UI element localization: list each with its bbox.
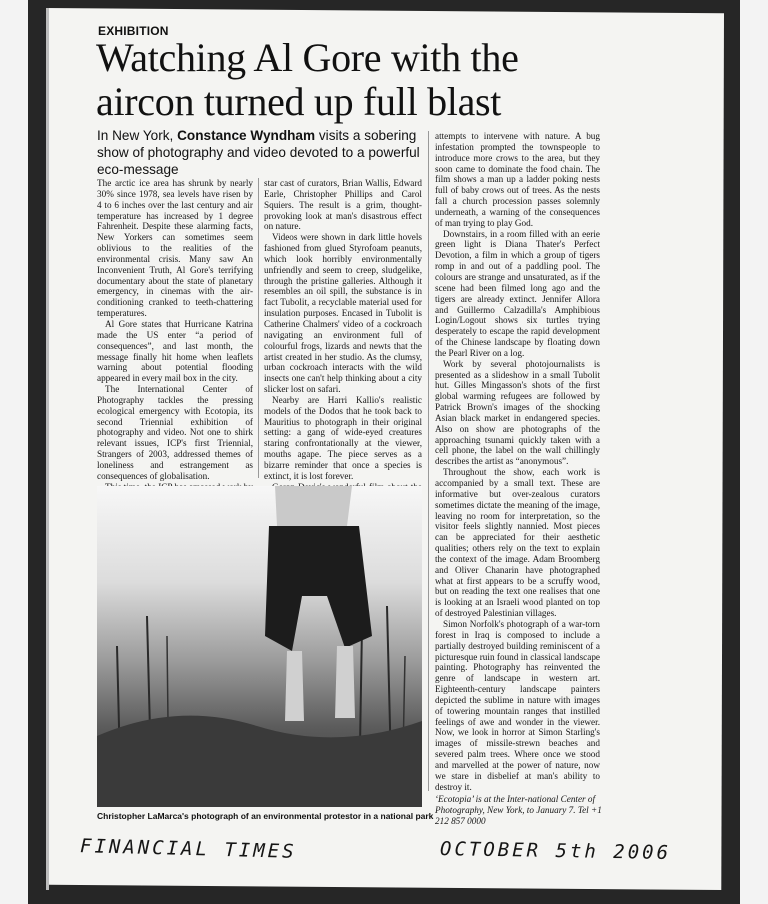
handwritten-date: OCTOBER 5th 2006 bbox=[439, 837, 672, 865]
column-rule bbox=[258, 178, 259, 478]
standfirst-rest: visits a sobering show of photography and video devoted to a powerful eco-message bbox=[97, 128, 420, 177]
section-kicker: EXHIBITION bbox=[98, 24, 169, 38]
paragraph: Nearby are Harri Kallio's realistic models of the Dodos that he took back to Mauritius to photograph in their original setting: a gang of wide-eyed creatures staring confrontationally at the viewer, mouths agape. The piece serves as a bizarre reminder that once a species is extinct, it is lost forever. bbox=[264, 394, 422, 481]
clipping-edge bbox=[46, 8, 49, 890]
paragraph: Work by several photojournalists is presented as a slideshow in a small Tubolit hut. Gilles Mingasson's shots of the first global warming refugees are followed by Patrick Brown's images of the shocking Asian black market in endangered species. Also on show are photographs of the approaching tsunami quickly taken with a cell phone, the label on the wall chillingly describes the artist as “anonymous”. bbox=[435, 358, 600, 467]
column-2 bbox=[264, 178, 422, 481]
paragraph: Al Gore states that Hurricane Katrina made the US enter “a period of consequences”, and last month, the message finally hit home when leaflets warning about potential flooding appeared in every mail box in the city. bbox=[97, 318, 253, 384]
paragraph: Videos were shown in dark little hovels fashioned from glued Styrofoam peanuts, which look horribly environmentally unfriendly and seem to creep, sludgelike, through the pristine galleries. Although it resembles an oil spill, the substance is in fact Tubolit, a recyclable material used for insulation purposes. Encased in Tubolit is Catherine Chalmers' video of a cockroach navigating an environment full of colourful frogs, lizards and newts that the artist created in her studio. As the clumsy, urban cockroach interacts with the wild insects one can't help thinking about a city slicker lost on safari. bbox=[264, 232, 422, 395]
paragraph: attempts to intervene with nature. A bug infestation prompted the townspeople to introduce more crows to the area, but they soon came to dominate the food chain. The film shows a man up a ladder poking nests full of baby crows out of trees. As the nests fall a church procession passes solemnly underneath, a warning of the consequences of man trying to play God. bbox=[435, 131, 600, 228]
exhibition-listing: ‘Ecotopia’ is at the Inter-national Center of Photography, New York, to January 7. Tel +1 212 857 0000 bbox=[435, 794, 602, 826]
headline: Watching Al Gore with the aircon turned up full blast bbox=[96, 35, 519, 124]
column-1 bbox=[97, 178, 253, 481]
column-3 bbox=[435, 131, 600, 791]
protestor-photo bbox=[97, 486, 422, 807]
scan-border-left bbox=[0, 0, 28, 904]
author-name: Constance Wyndham bbox=[177, 128, 316, 143]
standfirst-lead: In New York, bbox=[97, 128, 174, 143]
handwritten-source: FINANCIAL TIMES bbox=[79, 835, 297, 863]
paragraph: The arctic ice area has shrunk by nearly 30% since 1978, sea levels have risen by 4 to 6 inches over the last century and air temperature has increased by 1 degree Fahrenheit. Despite these alarming facts, New Yorkers can sometimes seem oblivious to the realities of the environmental crisis. Many saw An Inconvenient Truth, Al Gore's terrifying documentary about the state of planetary emergency, in cinemas with the air-conditioning cranked to teeth-chattering temperatures. bbox=[97, 178, 253, 319]
photo-illustration bbox=[97, 486, 422, 807]
paragraph: Downstairs, in a room filled with an eerie green light is Diana Thater's Perfect Devotion, a film in which a group of tigers romp in and out of a paddling pool. The colours are strange and unsaturated, as if the scene had been filmed long ago and the tigers are already extinct. Jennifer Allora and Guillermo Calzadilla's Amphibious Login/Logout shows six turtles trying desperately to escape the rapid development of the Chinese landscape by floating down the Pearl River on a log. bbox=[435, 228, 600, 358]
standfirst bbox=[97, 127, 427, 178]
column-rule bbox=[428, 131, 429, 791]
paragraph: The International Center of Photography tackles the pressing ecological emergency with Ecotopia, its second Triennial exhibition of photography and video. Not one to shirk relevant issues, ICP's first Triennial, Strangers of 2003, addressed themes of loneliness and estrangement as consequences of globalisation. bbox=[97, 384, 253, 481]
photo-caption: Christopher LaMarca's photograph of an environmental protestor in a national park bbox=[97, 811, 434, 821]
paragraph: Throughout the show, each work is accompanied by a small text. These are informative but over-zealous curators sometimes dictate the meaning of the image, leaving no room for interpretation, so the visitor feels slightly nannied. Most pieces can be appreciated for their aesthetic qualities; others rely on the text to explain the context of the image. Adam Broomberg and Oliver Chanarin have photographed what at first appears to be a scruffy wood, but on reading the text one realises that one is looking at an Israeli wood planted on top of destroyed Palestinian villages. bbox=[435, 467, 600, 619]
scan-border-right bbox=[740, 0, 768, 904]
paragraph: Simon Norfolk's photograph of a war-torn forest in Iraq is composed to include a partially destroyed building reminiscent of a picturesque ruin found in classical landscape painting. Photography has reinvented the genre of landscape in western art. Eighteenth-century landscape painters depicted the sublime in nature with images of towering mountain ranges that instilled feelings of awe and wonder in the viewer. Now, we look in horror at Simon Starling's images of missile-strewn beaches and severed palm trees. Where once we stood and marvelled at the power of nature, now we stare in disbelief at man's ability to destroy it. bbox=[435, 618, 600, 792]
paragraph: star cast of curators, Brian Wallis, Edward Earle, Christopher Phillips and Carol Squiers. The result is a grim, thought-provoking look at man's disastrous effect on nature. bbox=[264, 178, 422, 232]
